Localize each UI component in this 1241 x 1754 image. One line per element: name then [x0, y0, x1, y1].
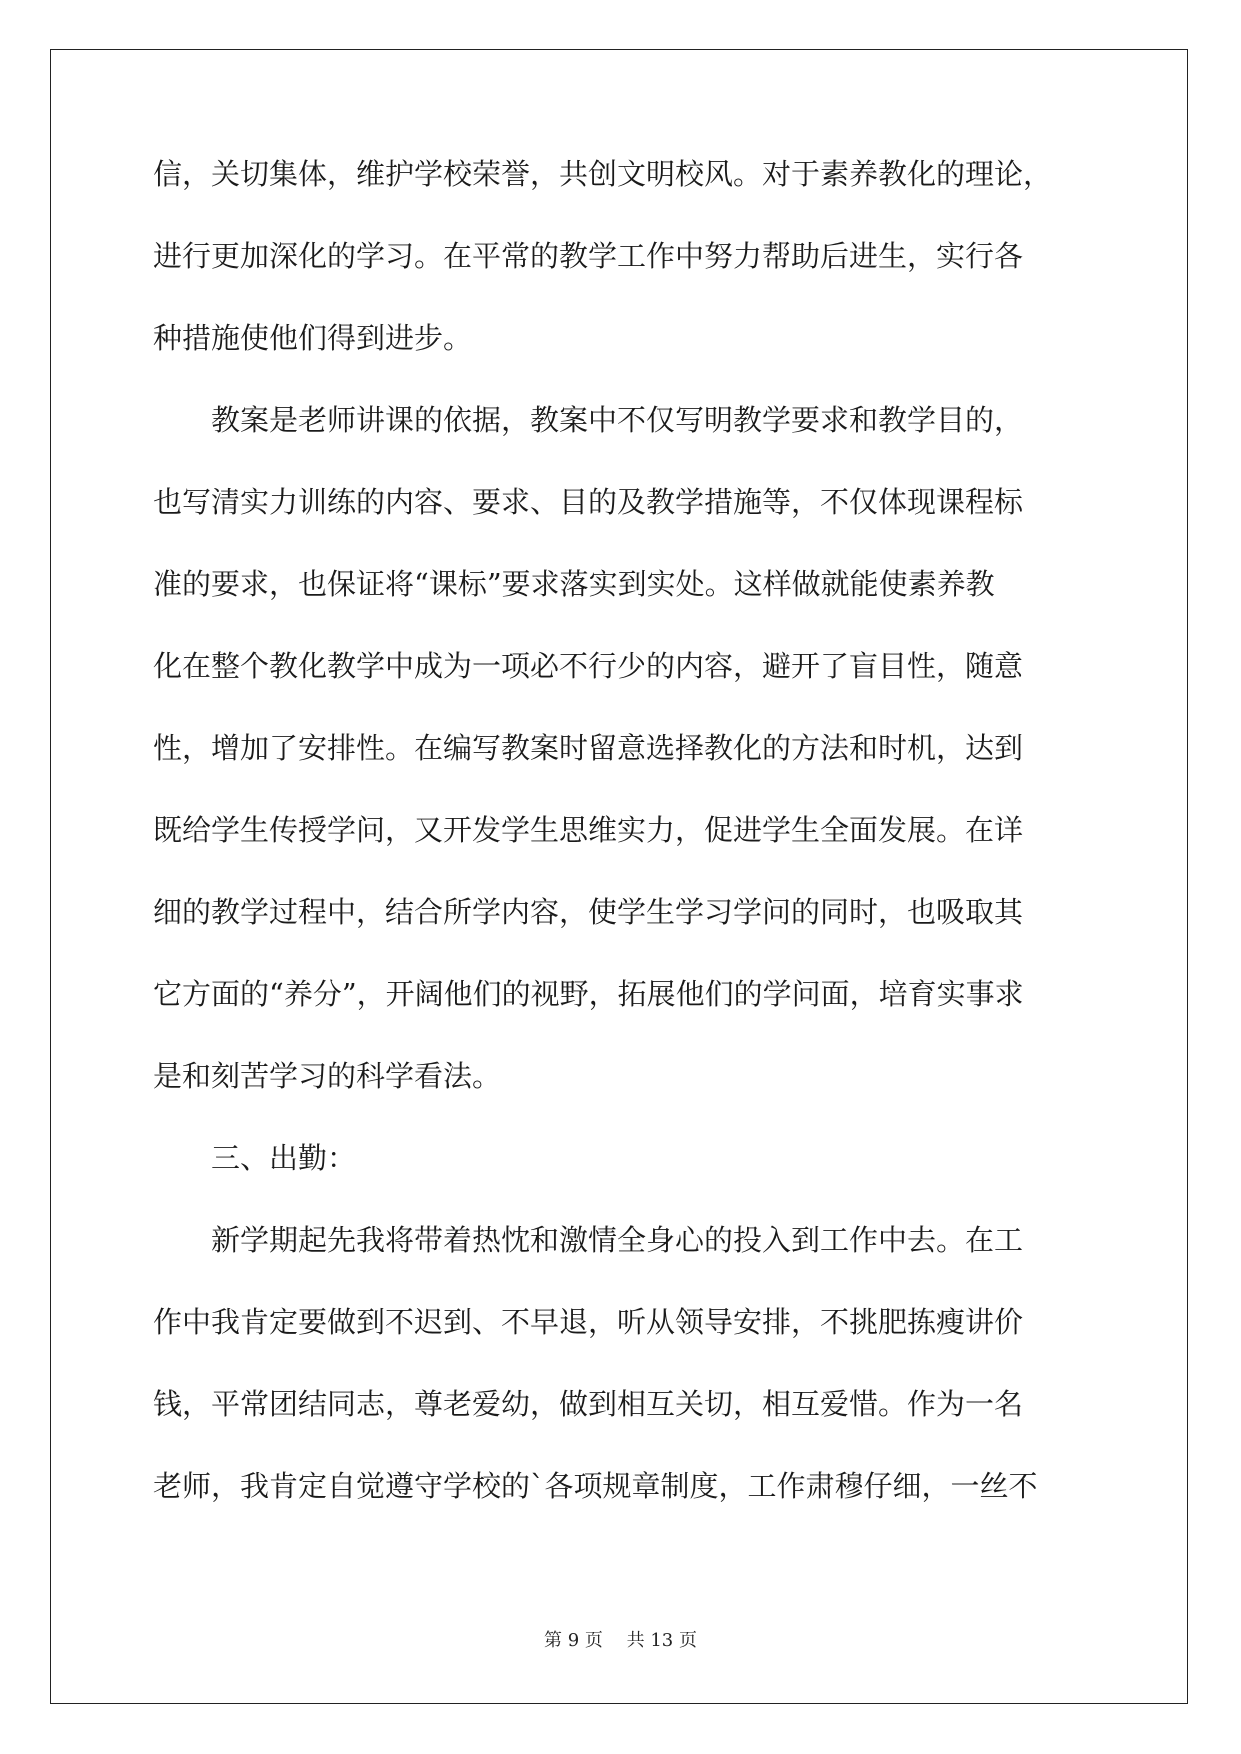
text-line: 既给学生传授学问，又开发学生思维实力，促进学生全面发展。在详	[153, 813, 1024, 847]
text-line: 信，关切集体，维护学校荣誉，共创文明校风。对于素养教化的理论，	[153, 157, 1053, 191]
text-line: 进行更加深化的学习。在平常的教学工作中努力帮助后进生，实行各	[153, 239, 1024, 273]
text-line: 老师，我肯定自觉遵守学校的`各项规章制度，工作肃穆仔细，一丝不	[153, 1469, 1038, 1503]
page-number-footer: 第 9 页 共 13 页	[544, 1630, 697, 1651]
text-line: 新学期起先我将带着热忱和激情全身心的投入到工作中去。在工	[153, 1223, 1024, 1257]
text-line: 钱，平常团结同志，尊老爱幼，做到相互关切，相互爱惜。作为一名	[153, 1387, 1024, 1421]
document-body	[153, 158, 1093, 1552]
text-line: 性，增加了安排性。在编写教案时留意选择教化的方法和时机，达到	[153, 731, 1024, 765]
text-line: 是和刻苦学习的科学看法。	[153, 1059, 502, 1093]
text-line: 作中我肯定要做到不迟到、不早退，听从领导安排，不挑肥拣瘦讲价	[153, 1305, 1024, 1339]
text-line: 准的要求，也保证将“课标”要求落实到实处。这样做就能使素养教	[153, 567, 995, 601]
text-line: 细的教学过程中，结合所学内容，使学生学习学问的同时，也吸取其	[153, 895, 1024, 929]
text-line: 也写清实力训练的内容、要求、目的及教学措施等，不仅体现课程标	[153, 485, 1024, 519]
text-line: 化在整个教化教学中成为一项必不行少的内容，避开了盲目性，随意	[153, 649, 1024, 683]
section-heading: 三、出勤：	[153, 1141, 357, 1175]
text-line: 教案是老师讲课的依据，教案中不仅写明教学要求和教学目的，	[153, 403, 1024, 437]
text-line: 它方面的“养分”，开阔他们的视野，拓展他们的学问面，培育实事求	[153, 977, 1024, 1011]
text-line: 种措施使他们得到进步。	[153, 321, 473, 355]
